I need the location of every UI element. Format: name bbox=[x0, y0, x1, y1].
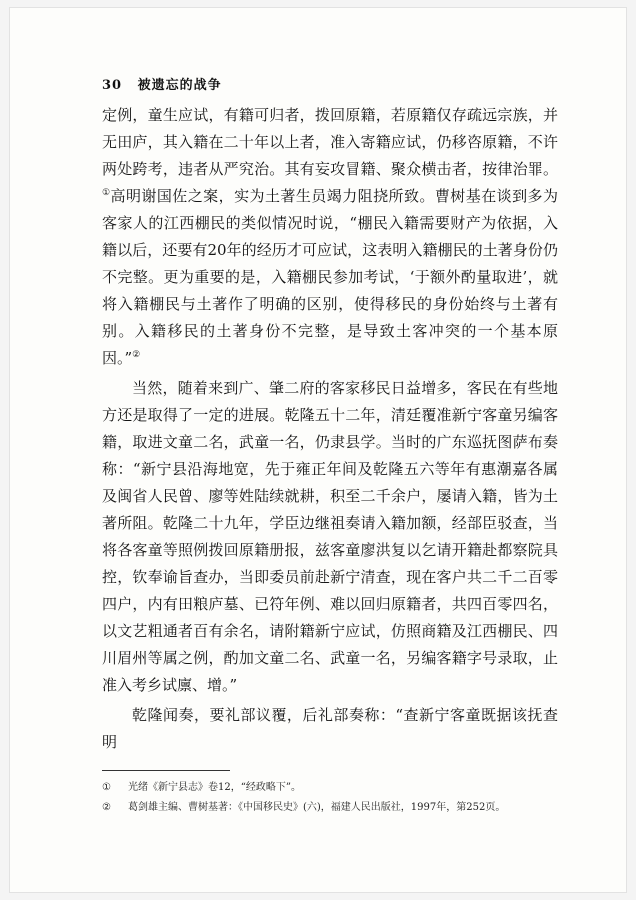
footnote bbox=[102, 798, 562, 818]
footnote-text: 葛剑雄主编、曹树基著：《中国移民史》(六)，福建人民出版社，1997年，第252页。 bbox=[128, 802, 506, 813]
paragraph bbox=[102, 102, 558, 372]
body-text bbox=[102, 102, 558, 756]
footnote-ref: ② bbox=[132, 350, 141, 360]
paragraph bbox=[102, 375, 558, 699]
book-page bbox=[10, 8, 626, 892]
paragraph-text: 高明谢国佐之案，实为土著生员竭力阻挠所致。曹树基在谈到多为客家人的江西棚民的类似情况时说，“棚民入籍需要财产为依据，入籍以后，还要有20年的经历才可应试，这表明入籍棚民的土著身份仍不完整。更为重要的是，入籍棚民参加考试，‘于额外酌量取进’，就将入籍棚民与土著作了明确的区别，使得移民的身份始终与土著有别。入籍移民的土著身份不完整，是导致土客冲突的一个基本原因。” bbox=[102, 187, 558, 367]
footnote bbox=[102, 778, 562, 798]
paragraph bbox=[102, 702, 558, 756]
page-number: 30 bbox=[102, 78, 123, 93]
footnote-ref: ① bbox=[102, 188, 111, 198]
running-title: 被遗忘的战争 bbox=[137, 78, 222, 93]
footnote-divider bbox=[102, 770, 230, 771]
footnotes bbox=[102, 778, 562, 818]
footnote-text: 光绪《新宁县志》卷12，“经政略下”。 bbox=[128, 782, 301, 793]
footnote-mark: ① bbox=[102, 782, 111, 793]
paragraph-text: 乾隆闻奏，要礼部议覆，后礼部奏称：“查新宁客童既据该抚查明 bbox=[102, 706, 558, 751]
footnote-mark: ② bbox=[102, 802, 111, 813]
running-header bbox=[102, 74, 222, 93]
paragraph-text: 定例，童生应试，有籍可归者，拨回原籍，若原籍仅存疏远宗族，并无田庐，其入籍在二十年以上者，准入寄籍应试，仍移咨原籍，不许两处跨考，违者从严究治。其有妄攻冒籍、聚众横击者，按律治罪。 bbox=[102, 106, 558, 178]
paragraph-text: 当然，随着来到广、肇二府的客家移民日益增多，客民在有些地方还是取得了一定的进展。乾隆五十二年，清廷覆准新宁客童另编客籍，取进文童二名，武童一名，仍隶县学。当时的广东巡抚图萨布奏称：“新宁县沿海地宽，先于雍正年间及乾隆五六等年有惠潮嘉各属及闽省人民曾、廖等姓陆续就耕，积至二千余户，屡请入籍，皆为土著所阻。乾隆二十九年，学臣边继祖奏请入籍加额，经部臣驳查，当将各客童等照例拨回原籍册报，兹客童廖洪复以乞请开籍赴都察院具控，钦奉谕旨查办，当即委员前赴新宁清查，现在客户共二千二百零四户，内有田粮庐墓、已符年例、难以回归原籍者，共四百零四名，以文艺粗通者百有余名，请附籍新宁应试，仿照商籍及江西棚民、四川眉州等属之例，酌加文童二名、武童一名，另编客籍字号录取，止准入考乡试廪、增。” bbox=[102, 379, 558, 694]
